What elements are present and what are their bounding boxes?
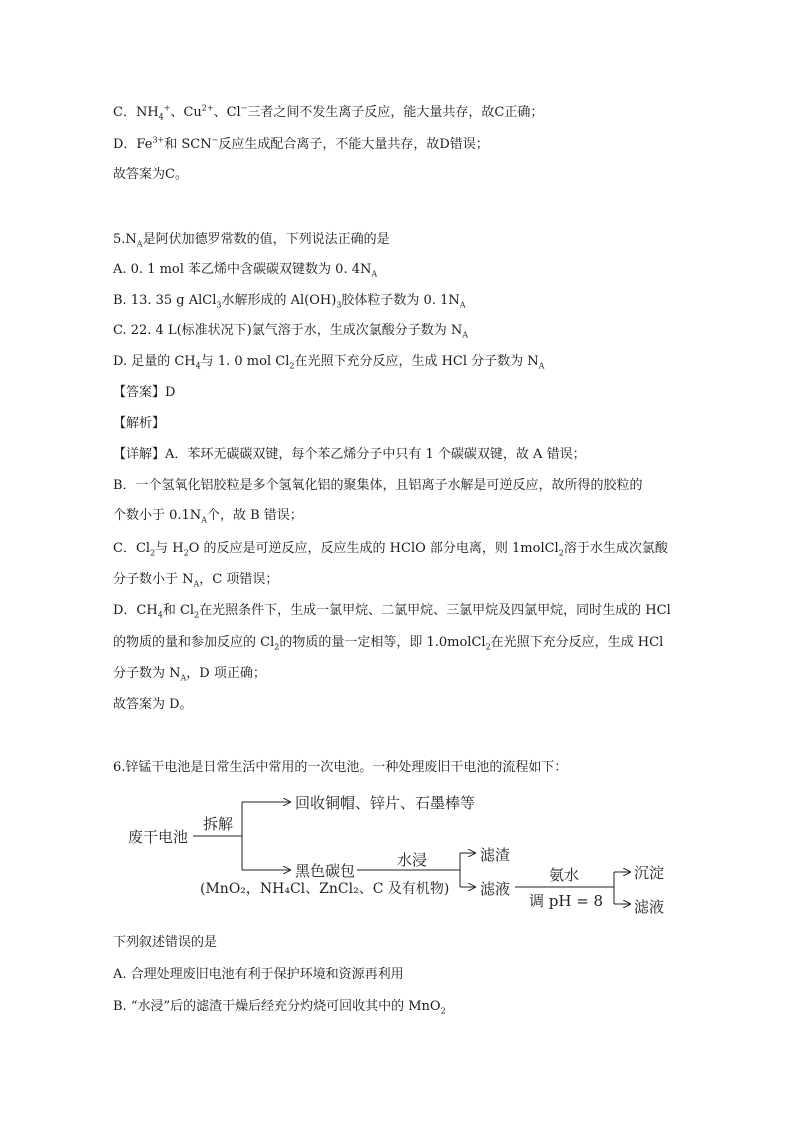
q6-option-b: B. “水浸”后的滤渣干燥后经充分灼烧可回收其中的 MnO$_2$: [113, 999, 446, 1016]
question-6-stem: 6.锌锰干电池是日常生活中常用的一次电池。一种处理废旧干电池的流程如下：: [113, 760, 568, 775]
flow-filtrate-1: 滤液: [480, 880, 511, 898]
flow-step-ph: 调 pH = 8: [529, 892, 604, 910]
option-d-line: D．$Fe^{3+}$和 SCN−反应生成配合离子，不能大量共存，故D错误；: [113, 135, 489, 152]
q5-explain-line-7: 的物质的量和参加反应的 $Cl_2$的物质的量一定相等，即 1.0molCl$_2$在光照下充分反应，生成 HCl: [113, 635, 664, 652]
answer-line-1: 故答案为C。: [113, 167, 188, 182]
option-c-line: C．$NH_4^+$、$Cu^{2+}$、Cl−三者之间不发生离子反应，能大量共存，故C正确；: [113, 103, 544, 122]
q5-option-b: B. 13. 35 g AlCl$_3$水解形成的 $Al(OH)_3$胶体粒子数为 0. $1N_A$: [113, 293, 466, 310]
q5-option-d: D. 足量的 $CH_4$与 1. 0 mol $Cl_2$在光照下充分反应，生成 HCl 分子数为 $N_A$: [113, 354, 545, 371]
q5-final-answer: 故答案为 D。: [113, 697, 193, 712]
q5-explain-line-4: C．$Cl_2$与 $H_2O$ 的反应是可逆反应，反应生成的 HClO 部分电离，则 1molCl$_2$溶于水生成次氯酸: [113, 541, 668, 558]
flow-step-water: 水浸: [397, 851, 428, 869]
flow-carbon-detail: (MnO₂，NH₄Cl、ZnCl₂、C 及有机物): [200, 881, 450, 897]
question-5-stem: $5.N_A$是阿伏加德罗常数的值，下列说法正确的是: [113, 232, 390, 249]
q5-explain-line-5: 分子数小于 $N_A$，C 项错误；: [113, 572, 279, 589]
q5-option-c: C. 22. 4 L(标准状况下)氯气溶于水，生成次氯酸分子数为 $N_A$: [113, 323, 469, 340]
flow-filtrate-2: 滤液: [634, 898, 665, 916]
q5-option-a: A. 0. 1 mol 苯乙烯中含碳碳双键数为 0. $4N_A$: [113, 262, 378, 279]
q5-analysis-label: 【解析】: [113, 416, 166, 431]
flow-step-ammonia: 氨水: [549, 866, 580, 884]
flow-precipitate: 沉淀: [634, 864, 665, 882]
flow-start: 废干电池: [128, 828, 189, 846]
q6-question: 下列叙述错误的是: [113, 935, 218, 950]
q5-explain-line-2: B．一个氢氧化铝胶粒是多个氢氧化铝的聚集体，且铝离子水解是可逆反应，故所得的胶粒的: [113, 478, 643, 493]
flow-carbon-pack: 黑色碳包: [295, 862, 356, 880]
q5-explain-line-8: 分子数为 $N_A$，D 项正确；: [113, 666, 266, 683]
flow-step-dismantle: 拆解: [203, 815, 234, 833]
q5-explain-line-3: 个数小于 $0.1N_A$个，故 B 错误；: [113, 508, 303, 525]
q5-explain-line-6: D．$CH_4$和 $Cl_2$在光照条件下，生成一氯甲烷、二氯甲烷、三氯甲烷及四氯甲烷，同时生成的 HCl: [113, 603, 671, 620]
q5-explain-line-1: 【详解】A．苯环无碳碳双键，每个苯乙烯分子中只有 1 个碳碳双键，故 A 错误；: [113, 447, 586, 462]
q5-answer-label: 【答案】D: [113, 385, 176, 400]
flow-recover: 回收铜帽、锌片、石墨棒等: [295, 794, 476, 812]
flow-residue: 滤渣: [480, 846, 511, 864]
q6-option-a: A. 合理处理废旧电池有利于保护环境和资源再利用: [113, 967, 404, 982]
